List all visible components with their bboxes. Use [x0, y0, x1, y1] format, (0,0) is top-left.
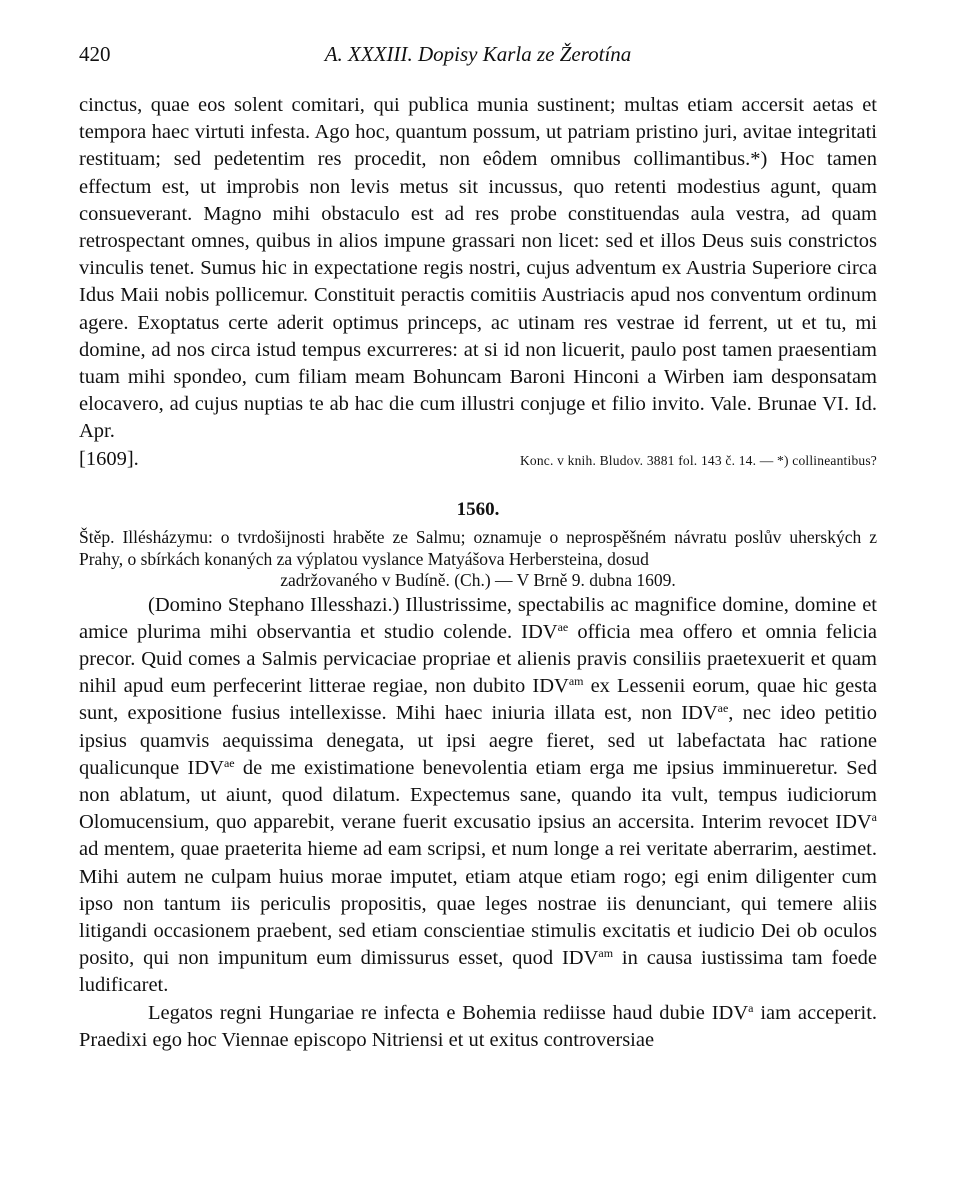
continuation-paragraph: [79, 92, 877, 446]
letter-text: officia mea offero et omnia felicia precor. Quid comes a Salmis pervicaciae propriae et alienis pravis consiliis praetexuerit et quam nihil apud eum perfecerint litterae regiae, non dubito IDV: [79, 620, 878, 698]
letter-text: ad mentem, quae praeterita hieme ad eam scripsi, et num longe a rei veritate aberrarim, aestimet. Mihi autem ne culpam huius morae imputet, etiam atque etiam rogo; egi enim diligenter cum ipso non tantum iis periculis propositis, quae leges nostrae iis denunciant, qui temere aliis litigandi occasionem praebent, sed etiam conscientiae stimulis excitatis et iudicio Dei ob oculos posito, qui non impunitum eum dimissurus esset, quod IDV: [79, 838, 877, 970]
superscript: ae: [223, 755, 235, 770]
letter-text: ex Lessenii eorum, quae hic gesta sunt, expositione fusius intellexisse. Mihi haec iniuria illata est, non IDV: [79, 675, 877, 725]
letter-regest: [79, 527, 877, 592]
letter-text: iam acceperit. Praedixi ego hoc Viennae episcopo Nitriensi et ut exitus controversiae: [79, 1001, 878, 1051]
page-header: [79, 38, 877, 66]
letter-number: 1560.: [456, 498, 500, 520]
continuation-date: [1609].: [79, 447, 139, 470]
superscript: am: [598, 946, 614, 961]
letter-text: , nec ideo petitio ipsius quamvis aequissima denegata, ut ipsi aegre fieret, sed ut labefactata hac ratione qualicunque IDV: [79, 702, 877, 779]
letter-text: Legatos regni Hungariae re infecta e Bohemia rediisse haud dubie IDV: [148, 1001, 749, 1024]
superscript: am: [568, 674, 584, 689]
letter-paragraph-1: [79, 592, 877, 1000]
letter-paragraph-2: [79, 1000, 877, 1054]
continuation-last-line: [79, 446, 877, 474]
regest-date: zadržovaného v Budíně. (Ch.) — V Brně 9. dubna 1609.: [280, 570, 676, 591]
letter-text: (Domino Stephano Illesshazi.) Illustrissime, spectabilis ac magnifice domine, domine et amice plurima mihi observantia et studio colende. IDV: [79, 593, 877, 643]
page-number: 420: [79, 42, 111, 66]
continuation-text: cinctus, quae eos solent comitari, qui publica munia sustinent; multas etiam accersit aetas et tempora haec virtuti infesta. Ago hoc, quantum possum, ut patriam pristino juri, avitae integritati restituam; sed pedetentim res procedit, non eôdem omnibus collimantibus.*) Hoc tamen effectum est, ut improbis non levis metus sit incussus, quo retenti modestius agunt, quam consueverant. Magno mihi obstaculo est ad res probe constituendas aula vestra, ad quam retrospectant omnes, quibus in alios impune grassari non licet: sed et illos Deus suis constrictos vinculis tenet. Sumus hic in expectatione regis nostri, cujus adventum ex Austria Superiore circa Idus Maii nobis pollicemur. Constituit peractis comitiis Austriacis apud nos conventum ordinum agere. Exoptatus certe aderit optimus princeps, ac utinam res vestrae id ferrent, ut et tu, mi domine, ad nos circa istud tempus excurreres: at si id non licuerit, paulo post tamen praesentiam tuam mihi spondeo, cum filiam meam Bohuncam Baroni Hinconi a Wirben iam desponsatam elocavero, ad cujus nuptias te ab hac die cum illustri conjuge et filio invito. Vale. Brunae VI. Id. Apr.: [79, 94, 877, 443]
regest-text: Štěp. Illésházymu: o tvrdošijnosti hraběte ze Salmu; oznamuje o neprospěšném návratu poslův uherských z Prahy, o sbírkách konaných za výplatou vyslance Matyášova Herbersteina, dosud: [79, 527, 877, 569]
document-page: [79, 38, 877, 1054]
running-title: A. XXXIII. Dopisy Karla ze Žerotína: [324, 42, 632, 66]
superscript: ae: [717, 701, 729, 716]
letter-text: in causa iustissima tam foede ludificaret.: [79, 947, 877, 997]
superscript: a: [871, 810, 877, 825]
source-note: Konc. v knih. Bludov. 3881 fol. 143 č. 14. — *) collineantibus?: [519, 452, 877, 468]
letter-text: de me existimatione benevolentia etiam erga me ipsius imminueretur. Sed non ablatum, ut aiunt, quod dilatum. Expectemus sane, quando ita vult, tempus iudiciorum Olomucensium, quo apparebit, verane fuerit excusatio ipsius an accersita. Interim revocet IDV: [79, 756, 878, 834]
superscript: ae: [557, 619, 569, 634]
superscript: a: [748, 1000, 754, 1015]
body-text: [79, 92, 877, 1054]
